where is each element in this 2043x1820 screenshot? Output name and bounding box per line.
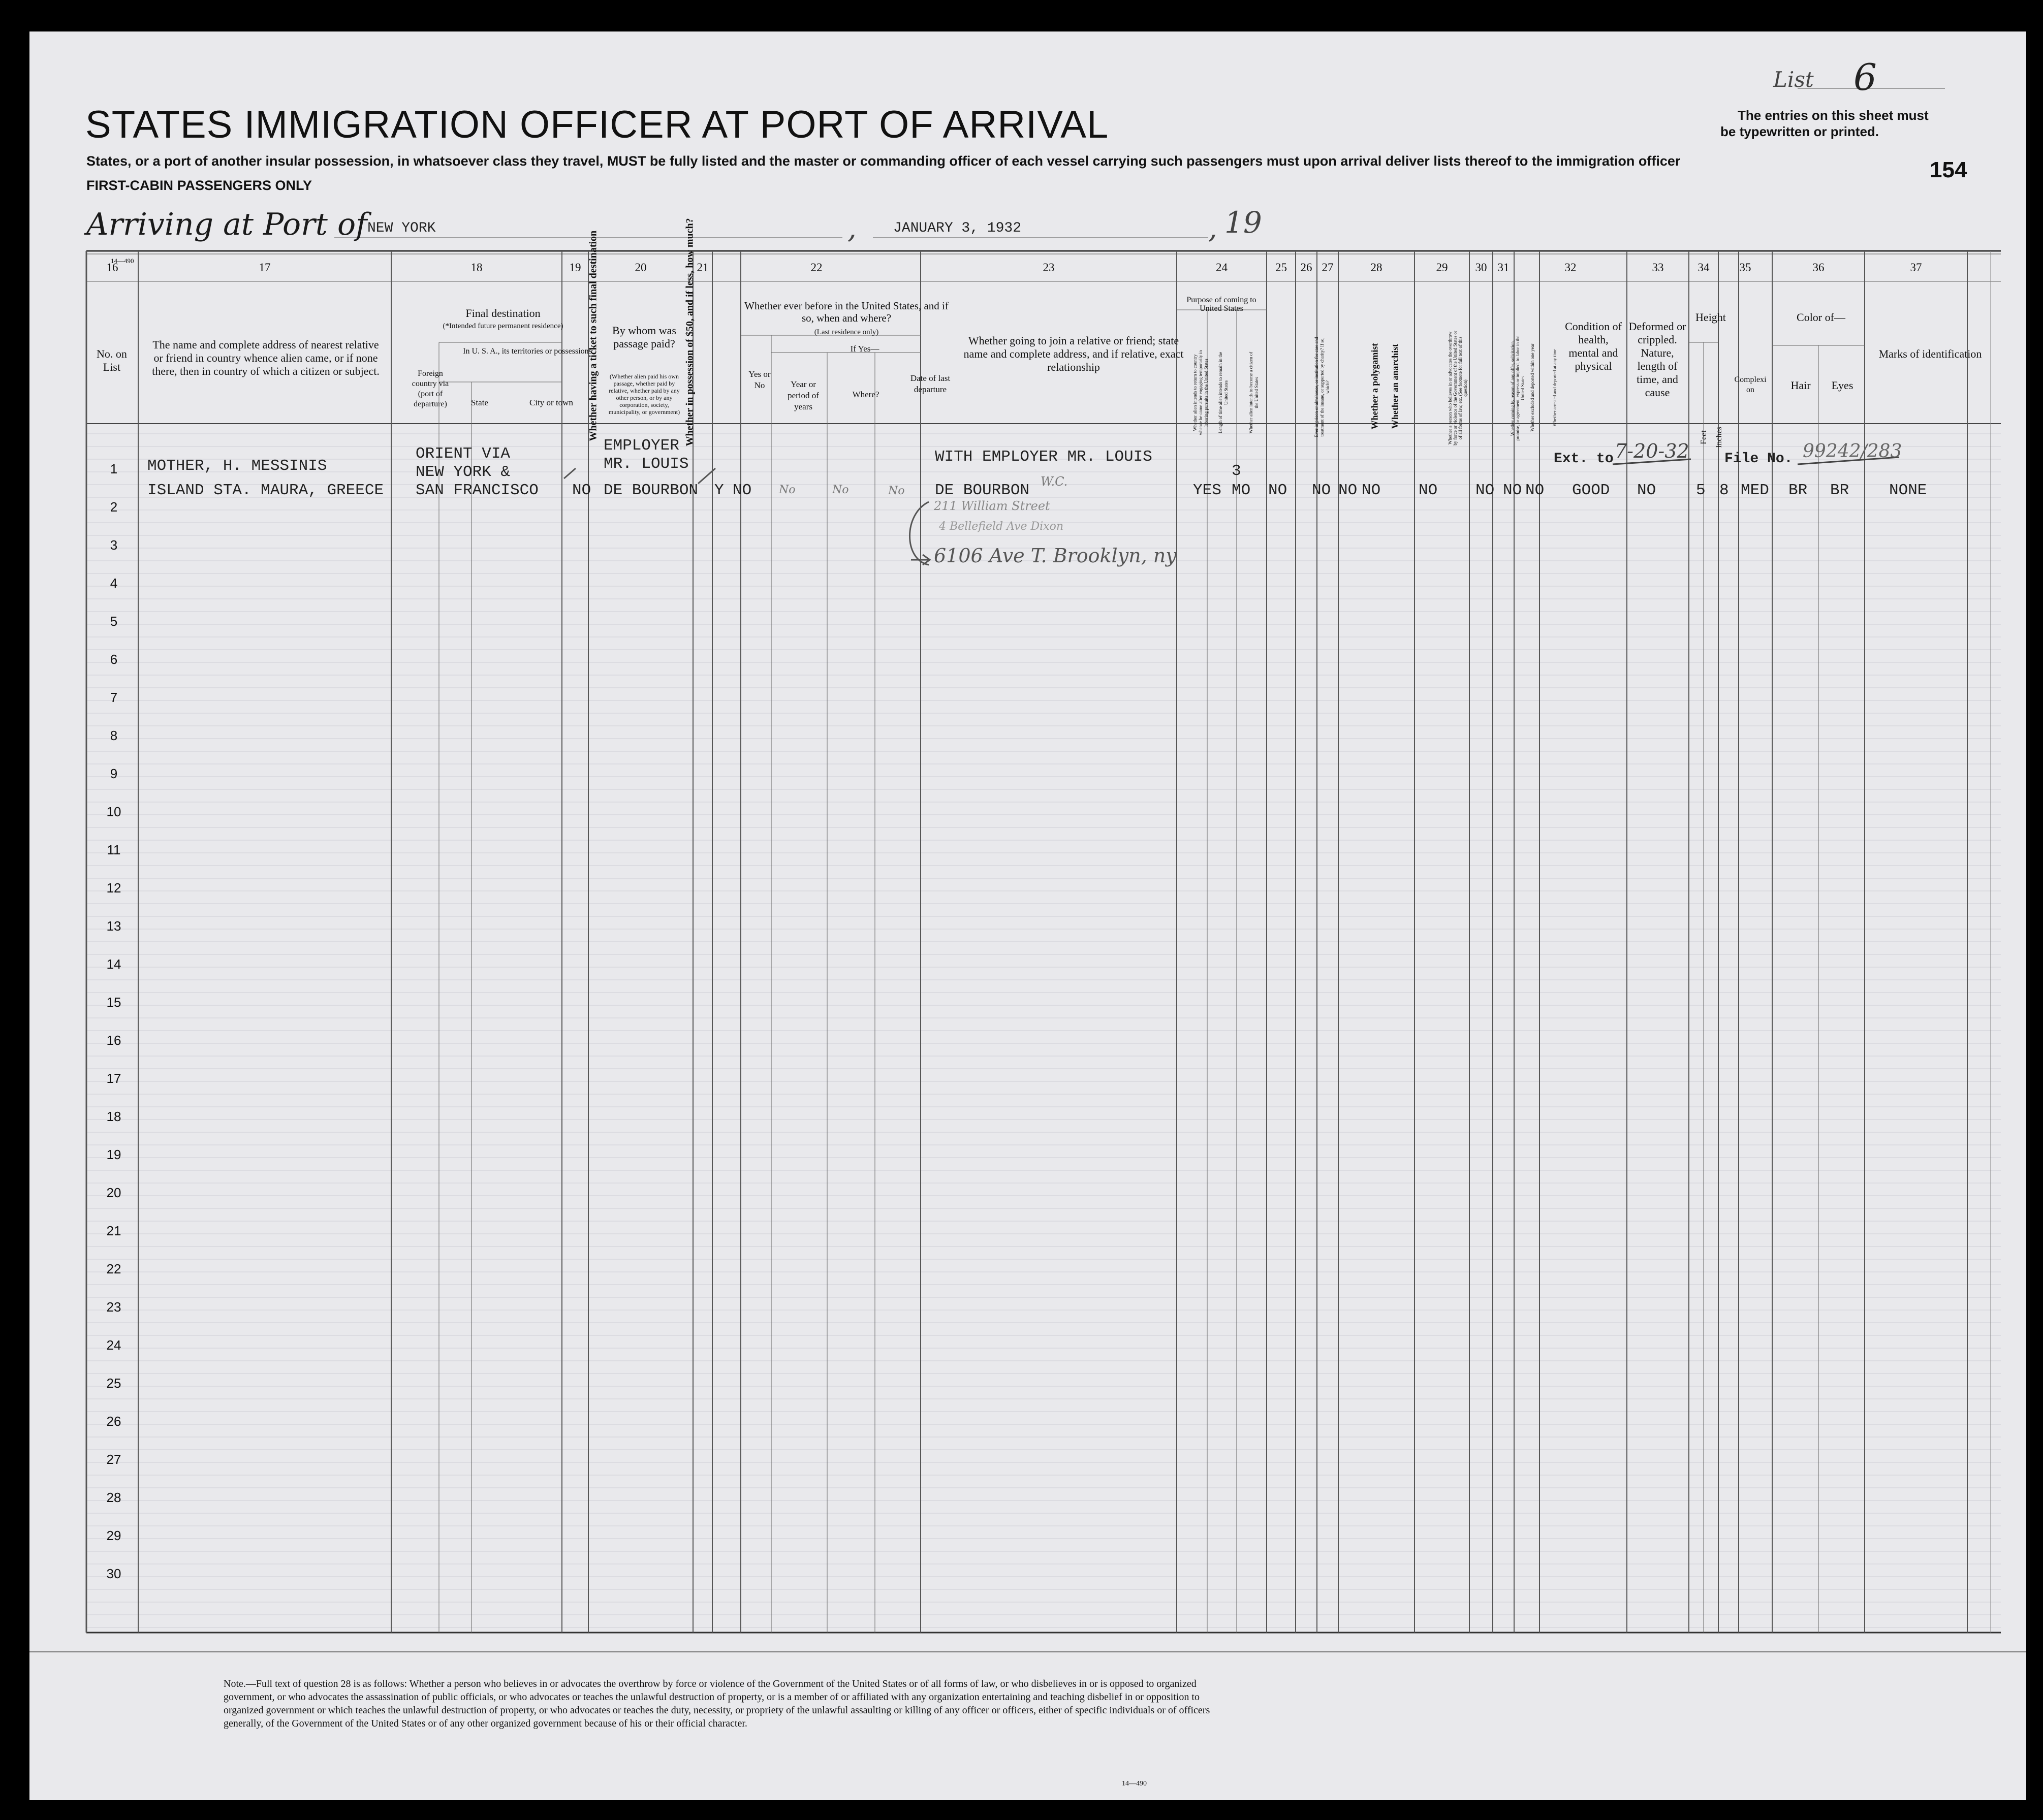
- arriving-port: NEW YORK: [367, 220, 436, 236]
- row-number: 11: [107, 842, 121, 857]
- row-number: 22: [106, 1261, 121, 1276]
- column-number-19: 19: [569, 261, 581, 274]
- column-number-24: 24: [1216, 261, 1228, 274]
- join-handwritten4: 6106 Ave T. Brooklyn, ny: [934, 545, 1177, 567]
- file-label: File No.: [1724, 451, 1793, 467]
- ever-before-value: NO: [733, 482, 752, 499]
- column-number-35: 35: [1739, 261, 1751, 274]
- overthrow-value: NO: [1419, 482, 1438, 499]
- header-condition: Condition of health, mental and physical: [1565, 320, 1622, 372]
- return-value: YES: [1193, 482, 1221, 499]
- header-polygamist: Whether a polygamist: [1369, 343, 1380, 430]
- header-where: Where?: [852, 390, 879, 399]
- relative-line2: ISLAND STA. MAURA, GREECE: [147, 482, 384, 499]
- relative-line1: MOTHER, H. MESSINIS: [147, 457, 327, 475]
- destination-line2: NEW YORK &: [416, 463, 511, 481]
- excluded-value: NO: [1503, 482, 1522, 499]
- column-number-30: 30: [1475, 261, 1487, 274]
- form-code-top: 14—490: [111, 257, 134, 265]
- header-overthrow: Whether a person who believes in or advocates the overthrow by force or violence of the Government of the United States or of all forms of law, etc. (See footnote for full text of this question): [1448, 331, 1468, 445]
- header-year-period: Year or period of years: [788, 379, 819, 411]
- class-label: FIRST-CABIN PASSENGERS ONLY: [86, 178, 312, 193]
- row-number: 29: [106, 1528, 121, 1543]
- arriving-date: JANUARY 3, 1932: [893, 220, 1022, 236]
- stamp-number: 154: [1930, 157, 1967, 182]
- row-number: 21: [106, 1223, 121, 1238]
- header-date-last-departure: Date of last departure: [910, 373, 951, 394]
- join-line2: DE BOURBON: [935, 482, 1030, 499]
- hair-value: BR: [1788, 482, 1808, 499]
- header-excluded: Whether excluded and deported within one year: [1530, 343, 1535, 432]
- row-number: 26: [106, 1414, 121, 1429]
- header-hair: Hair: [1790, 379, 1811, 392]
- row-number: 8: [110, 728, 118, 743]
- length-number: 3: [1232, 462, 1241, 480]
- row-number: 15: [106, 995, 121, 1010]
- passage-paid-line3: DE BOURBON: [604, 482, 699, 499]
- row-number: 16: [106, 1033, 121, 1048]
- row-number: 17: [106, 1071, 121, 1086]
- manifest-sheet: [29, 31, 2026, 1800]
- extension-label: Ext. to: [1554, 451, 1614, 467]
- instructions-line2: be typewritten or printed.: [1720, 124, 1879, 139]
- header-deported: Whether arrested and deported at any time: [1552, 348, 1557, 427]
- row-number: 13: [106, 918, 121, 934]
- marks-value: NONE: [1889, 482, 1927, 499]
- where-value: No: [832, 484, 849, 496]
- header-prison: Ever in prison or almshouse, or institution for care and treatment of the insane, or supported by charity? If so, which?: [1314, 337, 1330, 437]
- passage-paid-line2: MR. LOUIS: [604, 455, 689, 473]
- subtitle: States, or a port of another insular possession, in whatsoever class they travel, MUST be fully listed and the master or commanding officer of each vessel carrying such passengers must upon arrival deliver lists thereof to the immigration officer: [86, 153, 1681, 169]
- row-number: 19: [106, 1147, 121, 1162]
- header-ever-before: Whether ever before in the United States, and if so, when and where?: [744, 300, 949, 324]
- header-offer: Whether coming by reason of any offer, solicitation, promise, or agreement, express or implied, to labor in the United States: [1510, 335, 1525, 441]
- header-in-usa: In U. S. A., its territories or possessions: [463, 347, 592, 356]
- destination-line3: SAN FRANCISCO: [416, 482, 539, 499]
- deported-value: NO: [1525, 482, 1545, 499]
- column-number-34: 34: [1698, 261, 1710, 274]
- destination-line1: ORIENT VIA: [416, 445, 511, 463]
- header-going-to-join: Whether going to join a relative or friend; state name and complete address, and if relative, exact relationship: [963, 334, 1184, 373]
- inches-value: 8: [1719, 482, 1729, 499]
- instructions-line1: The entries on this sheet must: [1738, 108, 1929, 123]
- column-number-25: 25: [1275, 261, 1287, 274]
- column-number-33: 33: [1652, 261, 1664, 274]
- row-number: 14: [106, 956, 121, 972]
- header-marks: Marks of identification: [1878, 347, 1982, 360]
- join-handwritten1: W.C.: [1041, 474, 1068, 489]
- header-purpose-citizen: Whether alien intends to become a citizen of the United States: [1248, 352, 1259, 434]
- column-number-27: 27: [1322, 261, 1334, 274]
- row-number: 24: [106, 1337, 121, 1353]
- row-number: 5: [110, 614, 118, 629]
- header-nearest-relative: The name and complete address of nearest relative or friend in country whence alien came, or if none there, then in country of which a citizen or subject.: [152, 338, 380, 377]
- header-state: State: [471, 398, 488, 407]
- column-number-32: 32: [1564, 261, 1577, 274]
- header-purpose-return: Whether alien intends to return to country whence he came after engaging temporarily in laboring pursuits in the United States: [1192, 350, 1209, 435]
- arriving-comma: ,: [1208, 212, 1217, 245]
- column-number-29: 29: [1436, 261, 1448, 274]
- column-number-18: 18: [470, 261, 483, 274]
- join-line1: WITH EMPLOYER MR. LOUIS: [935, 448, 1152, 466]
- header-passage-paid-note: (Whether alien paid his own passage, whether paid by relative, whether paid by any other person, or by any corporation, society, municipality, or government): [608, 373, 680, 416]
- header-ever-before-note: (Last residence only): [814, 328, 879, 336]
- eyes-value: BR: [1830, 482, 1849, 499]
- header-purpose-length: Length of time alien intends to remain in the United States: [1218, 352, 1229, 434]
- row-number: 28: [106, 1490, 121, 1505]
- health-value: GOOD: [1572, 482, 1610, 499]
- column-number-22: 22: [810, 261, 823, 274]
- header-yes-no: Yes or No: [748, 369, 771, 390]
- date-departure-value: No: [888, 485, 905, 497]
- extension-date: 7-20-32: [1615, 440, 1689, 462]
- row-number: 30: [106, 1566, 121, 1581]
- page-title: STATES IMMIGRATION OFFICER AT PORT OF ARRIVAL: [85, 103, 1109, 146]
- polygamist-value: NO: [1338, 482, 1358, 499]
- header-money: Whether in possession of $50, and if less, how much?: [684, 218, 696, 446]
- period-value: No: [779, 484, 796, 496]
- column-number-23: 23: [1043, 261, 1055, 274]
- column-number-28: 28: [1370, 261, 1382, 274]
- prison-value: NO: [1312, 482, 1331, 499]
- list-number: 6: [1853, 56, 1877, 99]
- arriving-comma: ,: [847, 212, 857, 245]
- ruled-grid: [29, 31, 2026, 1800]
- row-number: 2: [110, 499, 118, 515]
- row-number: 10: [106, 804, 121, 819]
- row-number: 25: [106, 1376, 121, 1391]
- header-no-on-list: No. on List: [97, 347, 127, 373]
- row-number: 6: [110, 652, 118, 667]
- arriving-year-prefix: 19: [1224, 205, 1262, 240]
- header-anarchist: Whether an anarchist: [1390, 343, 1400, 429]
- header-color-of: Color of—: [1797, 311, 1845, 324]
- header-passage-paid: By whom was passage paid?: [612, 324, 676, 350]
- header-city: City or town: [529, 398, 573, 407]
- row-number: 7: [110, 690, 118, 705]
- join-handwritten2: 211 William Street: [934, 499, 1050, 513]
- header-deformed: Deformed or crippled. Nature, length of time, and cause: [1628, 320, 1686, 399]
- row-number: 9: [110, 766, 118, 781]
- column-number-36: 36: [1812, 261, 1825, 274]
- header-final-destination-note: (*Intended future permanent residence): [443, 322, 563, 330]
- file-number: 99242/283: [1803, 441, 1902, 462]
- column-number-31: 31: [1497, 261, 1510, 274]
- column-number-21: 21: [697, 261, 709, 274]
- header-complexion: Complexion: [1734, 375, 1767, 394]
- arriving-label: Arriving at Port of: [86, 207, 367, 242]
- column-number-17: 17: [259, 261, 271, 274]
- passage-paid-line1: EMPLOYER: [604, 437, 679, 455]
- deformed-value: NO: [1637, 482, 1656, 499]
- header-feet: Feet: [1700, 430, 1708, 444]
- header-foreign-country: Foreign country via (port of departure): [412, 369, 449, 408]
- row-number: 20: [106, 1185, 121, 1200]
- row-number: 12: [106, 880, 121, 896]
- header-purpose: Purpose of coming to United States: [1186, 296, 1256, 313]
- ticket-value: NO: [572, 482, 591, 499]
- header-inches: Inches: [1715, 427, 1723, 448]
- row-number: 4: [110, 576, 118, 591]
- row-number: 23: [106, 1299, 121, 1315]
- list-label: List: [1773, 67, 1814, 92]
- complexion-value: MED: [1741, 482, 1769, 499]
- header-if-yes: If Yes—: [850, 344, 879, 354]
- header-ticket: Whether having a ticket to such final destination: [587, 230, 599, 441]
- header-height: Height: [1695, 311, 1726, 324]
- column-number-37: 37: [1910, 261, 1922, 274]
- feet-value: 5: [1696, 482, 1706, 499]
- form-code-bottom: 14—490: [1122, 1780, 1147, 1787]
- money-value: Y: [714, 482, 724, 499]
- header-eyes: Eyes: [1831, 379, 1853, 392]
- footnote: Note.—Full text of question 28 is as follows: Whether a person who believes in or advocates the overthrow by force or violence of the Government of the United States or of all forms of law, or who disbelieves in or is opposed to organized government, or who advocates the assassination of public officials, or who advocates or teaches the unlawful destruction of property, or is a member of or affiliated with any organization entertaining and teaching disbelief in or opposition to organized government or which teaches the unlawful destruction of property, or who advocates or teaches the duty, necessity, or propriety of the unlawful assaulting or killing of any officer or officers, either of specific individuals or of officers generally, of the Government of the United States or of any other organized government because of his or their official character.: [224, 1678, 1210, 1729]
- row-number: 3: [110, 537, 118, 553]
- header-final-destination: Final destination: [465, 307, 541, 320]
- join-handwritten3: 4 Bellefield Ave Dixon: [939, 520, 1064, 533]
- offer-value: NO: [1475, 482, 1495, 499]
- length-unit: MO: [1232, 482, 1251, 499]
- column-number-20: 20: [635, 261, 647, 274]
- row-number: 1: [110, 461, 118, 476]
- anarchist-value: NO: [1362, 482, 1381, 499]
- column-number-26: 26: [1300, 261, 1312, 274]
- row-number: 18: [106, 1109, 121, 1124]
- citizen-value: NO: [1268, 482, 1287, 499]
- column-number-16: 16: [106, 261, 118, 274]
- row-number: 27: [106, 1452, 121, 1467]
